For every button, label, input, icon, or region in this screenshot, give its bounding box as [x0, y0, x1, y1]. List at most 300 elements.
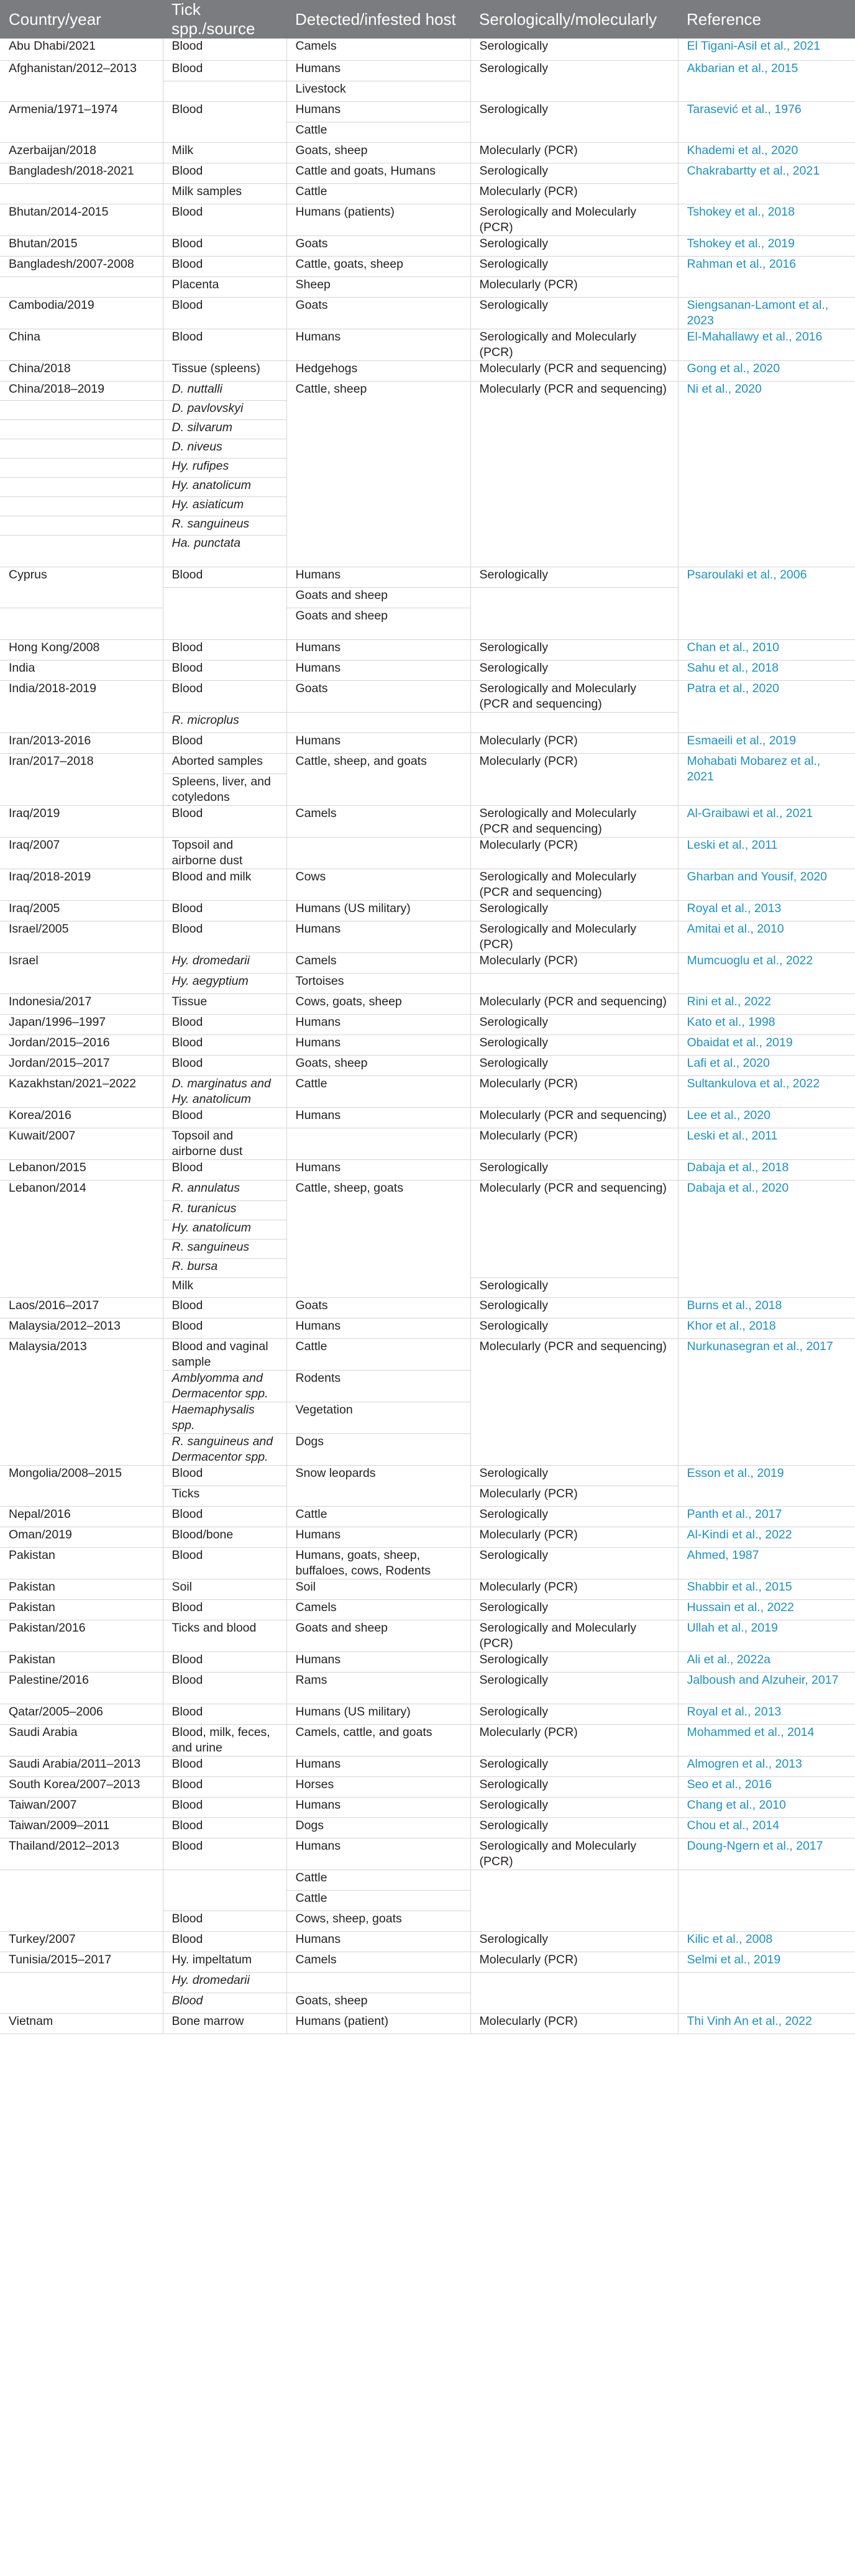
cell-country: Mongolia/2008–2015 [0, 1465, 163, 1506]
cell-host: Humans [286, 1756, 470, 1776]
cell-country: Iran/2013-2016 [0, 733, 163, 753]
cell-tick-source: Hy. dromedarii [163, 952, 286, 973]
cell-host: Camels [286, 1952, 470, 1972]
cell-reference[interactable]: Seo et al., 2016 [678, 1776, 855, 1797]
cell-tick-source: Blood [163, 900, 286, 921]
cell-country: Indonesia/2017 [0, 993, 163, 1014]
cell-tick-source: Blood [163, 1547, 286, 1579]
cell-method: Molecularly (PCR) [470, 1952, 678, 1972]
cell-host: Humans [286, 1159, 470, 1180]
table-row [0, 1055, 855, 1076]
cell-reference[interactable]: Lee et al., 2020 [678, 1107, 855, 1128]
cell-tick-source: Milk samples [163, 183, 286, 204]
cell-host: Hedgehogs [286, 360, 470, 381]
cell-tick-source: Blood [163, 1797, 286, 1817]
cell-tick-source: Hy. anatolicum [163, 1220, 286, 1239]
cell-tick-source: Blood [163, 921, 286, 952]
cell-method: Serologically [470, 1704, 678, 1724]
cell-country: Taiwan/2009–2011 [0, 1817, 163, 1838]
cell-reference[interactable]: Chakrabartty et al., 2021 [678, 163, 855, 204]
cell-method: Serologically [470, 39, 678, 60]
table-row [0, 639, 855, 660]
table-row [0, 60, 855, 81]
table-row [0, 1318, 855, 1338]
cell-method: Serologically [470, 235, 678, 256]
table-row [0, 660, 855, 680]
table-row [0, 39, 855, 60]
cell-reference[interactable]: Lafi et al., 2020 [678, 1055, 855, 1076]
cell-host: Humans [286, 733, 470, 753]
cell-reference[interactable]: Al-Graibawi et al., 2021 [678, 805, 855, 837]
table-row [0, 900, 855, 921]
cell-tick-source: Tissue [163, 993, 286, 1014]
cell-method: Serologically [470, 1055, 678, 1076]
cell-method: Serologically [470, 1035, 678, 1055]
cell-tick-source: Hy. dromedarii [163, 1972, 286, 1993]
cell-host [286, 1972, 470, 1993]
cell-country: Afghanistan/2012–2013 [0, 60, 163, 101]
cell-reference[interactable]: Mumcuoglu et al., 2022 [678, 952, 855, 993]
cell-country: Cyprus [0, 567, 163, 608]
cell-country: Japan/1996–1997 [0, 1014, 163, 1035]
cell-method: Serologically [470, 1297, 678, 1318]
cell-host: Goats and sheep [286, 1620, 470, 1651]
cell-tick-source: Tissue (spleens) [163, 360, 286, 381]
cell-tick-source: Blood [163, 1055, 286, 1076]
cell-method: Molecularly (PCR) [470, 1527, 678, 1547]
cell-country: Lebanon/2015 [0, 1159, 163, 1180]
cell-reference[interactable]: Sahu et al., 2018 [678, 660, 855, 680]
cell-tick-source: Blood [163, 1776, 286, 1797]
table-row [0, 952, 855, 973]
cell-tick-source: Blood [163, 805, 286, 837]
cell-method: Serologically [470, 1599, 678, 1620]
table-row [0, 235, 855, 256]
cell-country: Hong Kong/2008 [0, 639, 163, 660]
table-row [0, 1579, 855, 1599]
cell-method: Serologically and Molecularly (PCR and sequencing) [470, 680, 678, 712]
cell-method [470, 587, 678, 639]
cell-method: Serologically [470, 1318, 678, 1338]
cell-host: Humans [286, 1014, 470, 1035]
cell-method: Serologically [470, 1547, 678, 1579]
cell-reference[interactable]: Kilic et al., 2008 [678, 1931, 855, 1952]
cell-country: India/2018-2019 [0, 680, 163, 733]
cell-tick-source: Milk [163, 142, 286, 163]
table-row [0, 1338, 855, 1370]
cell-method: Molecularly (PCR) [470, 276, 678, 297]
cell-country: Laos/2016–2017 [0, 1297, 163, 1318]
cell-host [286, 712, 470, 733]
cell-reference[interactable]: Gharban and Yousif, 2020 [678, 869, 855, 900]
cell-host: Dogs [286, 1817, 470, 1838]
cell-country: Pakistan [0, 1651, 163, 1672]
cell-tick-source: Blood [163, 1838, 286, 1870]
cell-reference[interactable]: Rini et al., 2022 [678, 993, 855, 1014]
cell-host: Camels, cattle, and goats [286, 1724, 470, 1756]
cell-reference[interactable]: Gong et al., 2020 [678, 360, 855, 381]
cell-method: Serologically [470, 639, 678, 660]
cell-reference[interactable]: Mohammed et al., 2014 [678, 1724, 855, 1756]
cell-reference[interactable]: Obaidat et al., 2019 [678, 1035, 855, 1055]
cell-method: Serologically [470, 101, 678, 142]
cell-country: Bhutan/2015 [0, 235, 163, 256]
cell-host: Dogs [286, 1433, 470, 1465]
cell-country: Jordan/2015–2017 [0, 1055, 163, 1076]
cell-country: Cambodia/2019 [0, 297, 163, 329]
cell-tick-source: D. nuttalli [163, 381, 286, 400]
table-row [0, 1527, 855, 1547]
cell-reference[interactable]: Tshokey et al., 2019 [678, 235, 855, 256]
cell-tick-source: Blood [163, 1911, 286, 1931]
cell-country: Korea/2016 [0, 1107, 163, 1128]
cell-reference[interactable]: Akbarian et al., 2015 [678, 60, 855, 101]
cell-country [0, 458, 163, 477]
cell-country: Armenia/1971–1974 [0, 101, 163, 142]
table-row [0, 1076, 855, 1107]
cell-tick-source: Milk [163, 1277, 286, 1297]
cell-tick-source: Blood [163, 1704, 286, 1724]
cell-tick-source: Blood [163, 1993, 286, 2013]
cell-tick-source: R. sanguineus and Dermacentor spp. [163, 1433, 286, 1465]
cell-tick-source: Blood [163, 1931, 286, 1952]
cell-reference[interactable]: Ahmed, 1987 [678, 1547, 855, 1579]
cell-reference[interactable]: Panth et al., 2017 [678, 1506, 855, 1527]
cell-tick-source: Blood [163, 1107, 286, 1128]
cell-tick-source: Hy. anatolicum [163, 477, 286, 496]
table-row [0, 1672, 855, 1704]
cell-tick-source: Blood [163, 297, 286, 329]
cell-reference[interactable]: Chou et al., 2014 [678, 1817, 855, 1838]
cell-host: Humans [286, 1035, 470, 1055]
cell-host: Humans [286, 1838, 470, 1870]
cell-reference[interactable]: Burns et al., 2018 [678, 1297, 855, 1318]
cell-reference[interactable]: Tshokey et al., 2018 [678, 204, 855, 235]
cell-tick-source: Blood [163, 660, 286, 680]
cell-reference[interactable]: Psaroulaki et al., 2006 [678, 567, 855, 639]
cell-host: Humans [286, 1527, 470, 1547]
table-row [0, 1035, 855, 1055]
cell-reference[interactable]: Nurkunasegran et al., 2017 [678, 1338, 855, 1465]
cell-host: Camels [286, 952, 470, 973]
cell-method: Molecularly (PCR) [470, 1128, 678, 1159]
cell-reference[interactable]: Ullah et al., 2019 [678, 1620, 855, 1651]
header-tick-source: Tick spp./source [163, 0, 286, 39]
cell-tick-source: Blood, milk, feces, and urine [163, 1724, 286, 1756]
cell-host: Soil [286, 1579, 470, 1599]
table-body [0, 39, 855, 2034]
cell-tick-source: Amblyomma and Dermacentor spp. [163, 1370, 286, 1402]
cell-method: Serologically and Molecularly (PCR) [470, 1620, 678, 1651]
cell-host: Goats [286, 680, 470, 712]
cell-country: China [0, 329, 163, 360]
cell-reference[interactable]: Esmaeili et al., 2019 [678, 733, 855, 753]
cell-host: Cows, sheep, goats [286, 1911, 470, 1931]
cell-host: Rodents [286, 1370, 470, 1402]
cell-reference[interactable]: Ni et al., 2020 [678, 381, 855, 567]
table-row [0, 360, 855, 381]
cell-method: Serologically and Molecularly (PCR) [470, 1838, 678, 1870]
cell-host: Humans [286, 101, 470, 122]
cell-reference [678, 1870, 855, 1931]
table-row [0, 1870, 855, 1890]
cell-method [470, 973, 678, 993]
cell-reference[interactable]: Patra et al., 2020 [678, 680, 855, 733]
cell-country: Bangladesh/2007-2008 [0, 256, 163, 276]
cell-tick-source: R. annulatus [163, 1180, 286, 1200]
cell-method: Serologically [470, 1506, 678, 1527]
cell-tick-source: D. silvarum [163, 419, 286, 439]
cell-reference[interactable]: Ali et al., 2022a [678, 1651, 855, 1672]
header-reference: Reference [678, 0, 855, 39]
cell-country [0, 516, 163, 535]
cell-host: Camels [286, 805, 470, 837]
cell-country: Iran/2017–2018 [0, 753, 163, 805]
cell-reference[interactable]: Royal et al., 2013 [678, 900, 855, 921]
cell-country [0, 439, 163, 458]
cell-reference[interactable]: Shabbir et al., 2015 [678, 1579, 855, 1599]
cell-tick-source [163, 81, 286, 101]
table-row [0, 733, 855, 753]
cell-host: Snow leopards [286, 1465, 470, 1506]
cell-method: Molecularly (PCR) [470, 952, 678, 973]
table-row [0, 1620, 855, 1651]
cell-country: Thailand/2012–2013 [0, 1838, 163, 1870]
cell-method: Serologically [470, 1817, 678, 1838]
table-row [0, 805, 855, 837]
cell-tick-source: Hy. rufipes [163, 458, 286, 477]
cell-reference[interactable]: Chang et al., 2010 [678, 1797, 855, 1817]
cell-reference [678, 1972, 855, 2013]
cell-reference[interactable]: Selmi et al., 2019 [678, 1952, 855, 1972]
table-row [0, 837, 855, 869]
cell-tick-source: Blood [163, 1599, 286, 1620]
cell-host: Goats, sheep [286, 1055, 470, 1076]
cell-country [0, 1972, 163, 2013]
cell-method: Serologically [470, 1651, 678, 1672]
cell-method: Serologically [470, 163, 678, 183]
cell-reference[interactable]: Khor et al., 2018 [678, 1318, 855, 1338]
cell-method: Serologically [470, 1465, 678, 1486]
cell-tick-source: Blood [163, 567, 286, 587]
cell-country: Azerbaijan/2018 [0, 142, 163, 163]
cell-tick-source: Blood [163, 1297, 286, 1318]
cell-method: Serologically [470, 297, 678, 329]
cell-country: India [0, 660, 163, 680]
table-row [0, 1547, 855, 1579]
table-row [0, 142, 855, 163]
cell-reference[interactable]: Chan et al., 2010 [678, 639, 855, 660]
cell-host: Cattle [286, 1870, 470, 1890]
cell-method: Serologically [470, 660, 678, 680]
cell-country: Saudi Arabia/2011–2013 [0, 1756, 163, 1776]
cell-method: Serologically [470, 1931, 678, 1952]
cell-reference[interactable]: El Tigani-Asil et al., 2021 [678, 39, 855, 60]
cell-host: Humans [286, 921, 470, 952]
cell-tick-source: Placenta [163, 276, 286, 297]
table-row [0, 1014, 855, 1035]
cell-method: Serologically [470, 1277, 678, 1297]
cell-host: Cows, goats, sheep [286, 993, 470, 1014]
cell-country [0, 419, 163, 439]
cell-country: Nepal/2016 [0, 1506, 163, 1527]
cell-tick-source: Blood [163, 1506, 286, 1527]
cell-method: Serologically [470, 60, 678, 101]
table-row [0, 567, 855, 587]
table-row [0, 1756, 855, 1776]
cell-method: Serologically [470, 1672, 678, 1704]
cell-host: Humans (patient) [286, 2013, 470, 2034]
table-row [0, 329, 855, 360]
cell-method: Serologically [470, 1797, 678, 1817]
table-row [0, 1506, 855, 1527]
cell-tick-source: Blood and milk [163, 869, 286, 900]
table-row [0, 1952, 855, 1972]
cell-country: China/2018–2019 [0, 381, 163, 400]
cell-reference[interactable]: El-Mahallawy et al., 2016 [678, 329, 855, 360]
cell-method [470, 712, 678, 733]
cell-country: Lebanon/2014 [0, 1180, 163, 1297]
cell-tick-source: Blood [163, 733, 286, 753]
cell-country: China/2018 [0, 360, 163, 381]
cell-method: Molecularly (PCR) [470, 1486, 678, 1506]
cell-host: Cattle [286, 1506, 470, 1527]
cell-host: Camels [286, 39, 470, 60]
cell-method: Molecularly (PCR) [470, 1076, 678, 1107]
table-row [0, 204, 855, 235]
cell-method: Serologically and Molecularly (PCR) [470, 204, 678, 235]
cell-country: Malaysia/2012–2013 [0, 1318, 163, 1338]
cell-tick-source: R. bursa [163, 1258, 286, 1277]
cell-country [0, 183, 163, 204]
cell-reference[interactable]: Amitai et al., 2010 [678, 921, 855, 952]
table-row [0, 921, 855, 952]
cell-reference[interactable]: Mohabati Mobarez et al., 2021 [678, 753, 855, 805]
cell-reference[interactable]: Esson et al., 2019 [678, 1465, 855, 1506]
cell-tick-source: R. sanguineus [163, 516, 286, 535]
header-country-year: Country/year [0, 0, 163, 39]
table-row [0, 1180, 855, 1200]
cell-tick-source: D. pavlovskyi [163, 400, 286, 419]
cell-method: Molecularly (PCR) [470, 1579, 678, 1599]
cell-country: Vietnam [0, 2013, 163, 2034]
cell-country: Israel/2005 [0, 921, 163, 952]
table-row [0, 1704, 855, 1724]
cell-host: Goats [286, 235, 470, 256]
cell-reference[interactable]: Almogren et al., 2013 [678, 1756, 855, 1776]
cell-reference[interactable]: Sultankulova et al., 2022 [678, 1076, 855, 1107]
cell-reference[interactable]: Jalboush and Alzuheir, 2017 [678, 1672, 855, 1704]
cell-country [0, 477, 163, 496]
cell-reference[interactable]: Rahman et al., 2016 [678, 256, 855, 297]
table-row [0, 1838, 855, 1870]
cell-reference[interactable]: Doung-Ngern et al., 2017 [678, 1838, 855, 1870]
cell-host: Humans [286, 329, 470, 360]
table-row [0, 381, 855, 400]
cell-tick-source: Blood [163, 1318, 286, 1338]
cell-reference[interactable]: Thi Vinh An et al., 2022 [678, 2013, 855, 2034]
cell-tick-source: Hy. impeltatum [163, 1952, 286, 1972]
cell-tick-source: Blood [163, 60, 286, 81]
cell-reference[interactable]: Dabaja et al., 2018 [678, 1159, 855, 1180]
cell-country: Pakistan/2016 [0, 1620, 163, 1651]
cell-country: Turkey/2007 [0, 1931, 163, 1952]
cell-country: Israel [0, 952, 163, 993]
cell-tick-source: Blood [163, 204, 286, 235]
cell-country: Iraq/2019 [0, 805, 163, 837]
cell-reference[interactable]: Leski et al., 2011 [678, 837, 855, 869]
cell-reference[interactable]: Hussain et al., 2022 [678, 1599, 855, 1620]
cell-tick-source: Blood [163, 235, 286, 256]
cell-tick-source: R. microplus [163, 712, 286, 733]
cell-country: Tunisia/2015–2017 [0, 1952, 163, 1972]
cell-tick-source: Blood [163, 680, 286, 712]
table-row [0, 993, 855, 1014]
cell-method: Molecularly (PCR and sequencing) [470, 1338, 678, 1465]
cell-reference[interactable]: Royal et al., 2013 [678, 1704, 855, 1724]
cell-country: Iraq/2018-2019 [0, 869, 163, 900]
cell-method: Molecularly (PCR) [470, 2013, 678, 2034]
table-row [0, 2013, 855, 2034]
cell-country: Pakistan [0, 1599, 163, 1620]
cell-country: Qatar/2005–2006 [0, 1704, 163, 1724]
cell-host: Cattle [286, 183, 470, 204]
table-row [0, 297, 855, 329]
table-row [0, 680, 855, 712]
cell-reference[interactable]: Siengsanan-Lamont et al., 2023 [678, 297, 855, 329]
cell-tick-source: Ha. punctata [163, 535, 286, 567]
header-row [0, 0, 855, 39]
cell-host: Cattle, goats, sheep [286, 256, 470, 276]
cell-reference[interactable]: Kato et al., 1998 [678, 1014, 855, 1035]
cell-reference[interactable]: Al-Kindi et al., 2022 [678, 1527, 855, 1547]
cell-method: Serologically [470, 256, 678, 276]
cell-host: Rams [286, 1672, 470, 1704]
cell-method: Serologically [470, 900, 678, 921]
cell-tick-source: Blood [163, 329, 286, 360]
cell-reference[interactable]: Leski et al., 2011 [678, 1128, 855, 1159]
cell-country: Oman/2019 [0, 1527, 163, 1547]
cell-host: Goats [286, 1297, 470, 1318]
cell-method: Serologically and Molecularly (PCR and sequencing) [470, 805, 678, 837]
cell-reference[interactable]: Dabaja et al., 2020 [678, 1180, 855, 1297]
table-row [0, 1465, 855, 1486]
cell-method: Molecularly (PCR) [470, 1724, 678, 1756]
cell-host: Sheep [286, 276, 470, 297]
cell-host: Cattle, sheep, goats [286, 1180, 470, 1297]
cell-host: Goats and sheep [286, 587, 470, 608]
cell-country: Pakistan [0, 1579, 163, 1599]
cell-tick-source: Topsoil and airborne dust [163, 1128, 286, 1159]
cell-tick-source: Hy. aegyptium [163, 973, 286, 993]
cell-tick-source: Topsoil and airborne dust [163, 837, 286, 869]
cell-reference[interactable]: Tarasević et al., 1976 [678, 101, 855, 142]
cell-country: Kuwait/2007 [0, 1128, 163, 1159]
cell-reference[interactable]: Khademi et al., 2020 [678, 142, 855, 163]
cell-country [0, 608, 163, 639]
cell-tick-source: Blood and vaginal sample [163, 1338, 286, 1370]
cell-method: Serologically and Molecularly (PCR and sequencing) [470, 869, 678, 900]
cell-tick-source: Bone marrow [163, 2013, 286, 2034]
cell-host: Humans [286, 639, 470, 660]
table-row [0, 869, 855, 900]
cell-tick-source: D. marginatus and Hy. anatolicum [163, 1076, 286, 1107]
cell-country: Jordan/2015–2016 [0, 1035, 163, 1055]
cell-method: Serologically and Molecularly (PCR) [470, 329, 678, 360]
table-row [0, 1776, 855, 1797]
cell-host: Cattle [286, 1076, 470, 1107]
cell-tick-source: Haemaphysalis spp. [163, 1402, 286, 1433]
